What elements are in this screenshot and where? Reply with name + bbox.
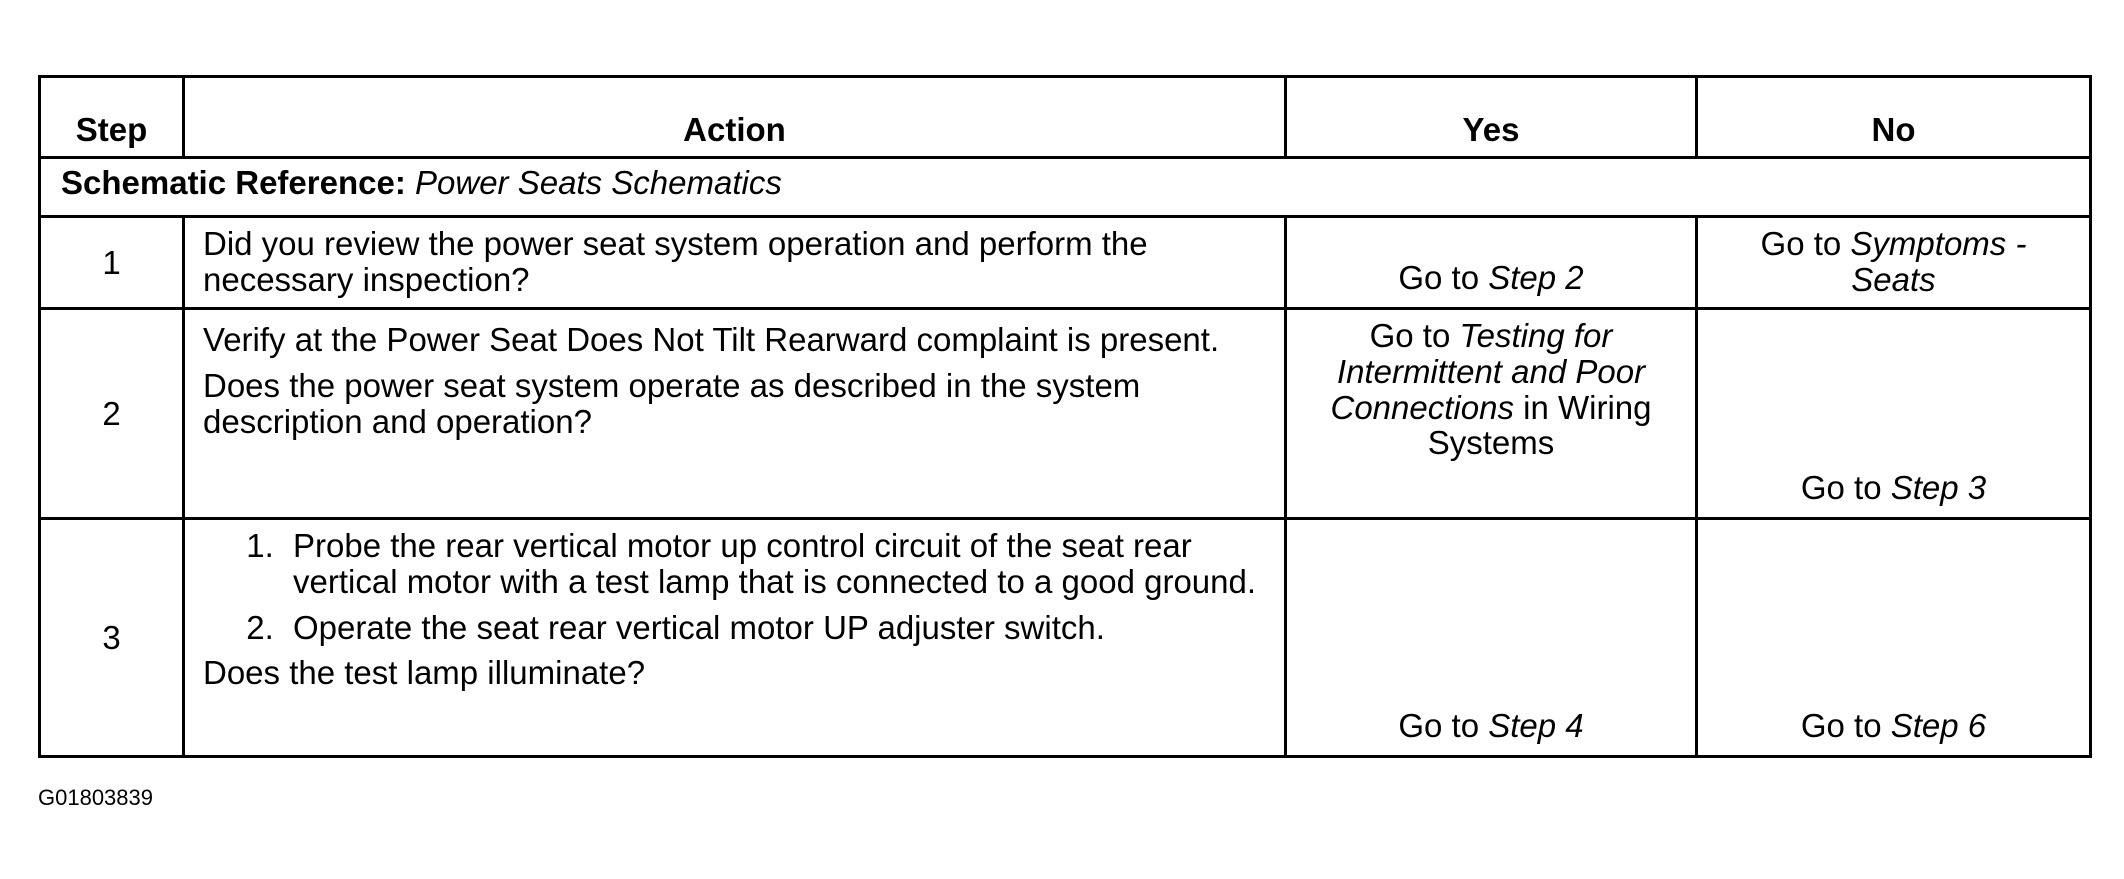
step-number: 3 <box>40 519 184 757</box>
schematic-reference-label: Schematic Reference: <box>61 164 406 201</box>
schematic-reference-row <box>40 158 2091 217</box>
no-link[interactable]: Step 6 <box>1890 706 1987 744</box>
table-row <box>40 217 2091 309</box>
yes-prefix: Go to <box>1398 706 1489 744</box>
action-step-list <box>203 528 1266 645</box>
no-prefix: Go to <box>1800 468 1891 506</box>
diagnostic-table <box>38 75 2092 758</box>
action-cell <box>184 217 1286 309</box>
no-cell <box>1697 217 2091 309</box>
header-yes: Yes <box>1286 77 1697 158</box>
yes-link[interactable]: Testing for Intermittent and Poor Connections <box>1330 317 1646 426</box>
schematic-reference-link[interactable]: Power Seats Schematics <box>415 164 782 201</box>
no-cell <box>1697 309 2091 519</box>
no-cell <box>1697 519 2091 757</box>
no-prefix: Go to <box>1800 706 1891 744</box>
yes-cell <box>1286 519 1697 757</box>
no-link[interactable]: Step 3 <box>1890 468 1987 506</box>
yes-link[interactable]: Step 2 <box>1488 258 1584 296</box>
no-prefix: Go to <box>1760 225 1851 262</box>
step-number: 1 <box>40 217 184 309</box>
header-action: Action <box>184 77 1286 158</box>
no-link[interactable]: Symptoms - Seats <box>1850 225 2027 298</box>
yes-cell <box>1286 217 1697 309</box>
action-question: Does the power seat system operate as described in the system description and operation? <box>203 366 1141 440</box>
header-row <box>40 77 2091 158</box>
header-step: Step <box>40 77 184 158</box>
figure-id: G01803839 <box>38 785 153 810</box>
header-no: No <box>1697 77 2091 158</box>
table-row <box>40 309 2091 519</box>
step-number: 2 <box>40 309 184 519</box>
action-text: Verify at the Power Seat Does Not Tilt Rearward complaint is present. <box>203 321 1220 359</box>
action-question: Does the test lamp illuminate? <box>203 654 646 692</box>
action-step-item: 1. Probe the rear vertical motor up control circuit of the seat rear vertical motor with a test lamp that is connected to a good ground. <box>283 528 1266 599</box>
table-row <box>40 519 2091 757</box>
yes-prefix: Go to <box>1398 258 1489 296</box>
schematic-reference-cell <box>40 158 2091 217</box>
action-cell <box>184 519 1286 757</box>
action-step-item: 2. Operate the seat rear vertical motor UP adjuster switch. <box>283 610 1266 646</box>
yes-prefix: Go to <box>1369 317 1460 355</box>
yes-suffix: in Wiring Systems <box>1427 388 1652 462</box>
action-cell <box>184 309 1286 519</box>
action-text: Did you review the power seat system operation and perform the necessary inspection? <box>203 225 1148 298</box>
yes-cell <box>1286 309 1697 519</box>
yes-link[interactable]: Step 4 <box>1488 706 1584 744</box>
